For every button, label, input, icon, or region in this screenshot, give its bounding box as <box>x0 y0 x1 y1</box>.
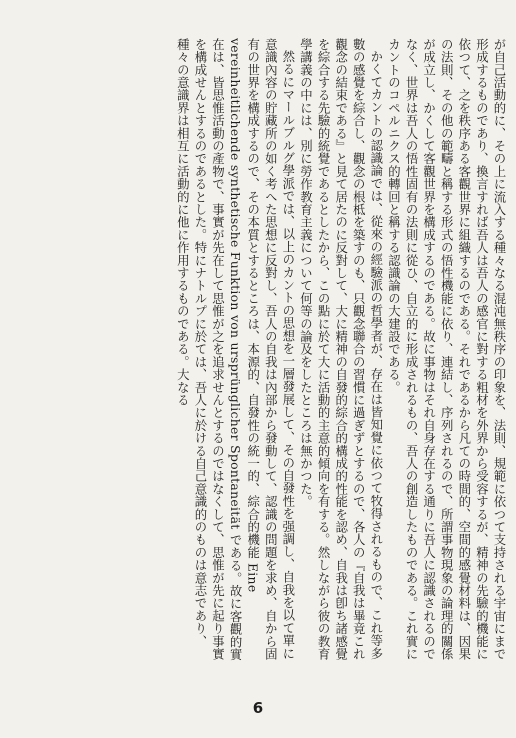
page-number: 6 <box>252 699 264 717</box>
paragraph-3: 然るにマールブルグ學派では、以上のカントの思想を一層發展して、その自發性を强調し、自我を以て單に意識內容の貯藏所の如く考へた思想に反對し、吾人の自我は內部から發動して、認識の問題を求め、自から固有の世界を構成するので、その本質とするところは、本源的、自發性の統一的、綜合的機能 Eine vereinheitlichende synthetische Funktion von ursprünglicher Spontaneität である。故に客觀的實在は、皆思惟活動の產物で、事實が先在して思惟が之を追求せんとするのではなくして、思惟が先に起り事實を構成せんとするのであるとした。特にナトルプに於ては、吾人に於ける自己意識的のものは意志であり、種々の意識界は相互に活動的に他に作用するものである。大なる <box>175 38 296 661</box>
paragraph-2: かくてカントの認識論では、從來の經驗派の哲學者が、存在は皆知覺に依つて牧得されるもので、これ等多數の感覺を綜合し、觀念の根柢を築すのも、只觀念聯合の習慣に過ぎずとするので、各人の『自我は畢竟これ觀念の結束である』と見て居たのに反對して、大に精神の自發的綜合的構成的性能を認め、自我は卽ち諸感覺を綜合する先驗的統覺であるとしたから、この點に於て大に活動的主意的傾向を有する。然しながら彼の教育學講義の中には、別に勞作教育主義について何等の論及をしたところは無かつた。 <box>298 38 384 661</box>
body-text <box>45 38 508 672</box>
paragraph-1: が自己活動的に、その上に流入する種々なる混沌無秩序の印象を、法則、規範に依つて支持される宇宙にまで形成するものであり、換言すれば吾人は吾人の感官に對する粗材を外界から受容するが、精神の先驗的機能に依つて、之を秩序ある客觀世界に組織するのである。それであるから凡ての時間的、空間的感覺材料は、因果の法則、その他の範疇と稱する形式の悟性機能に依り、連結し、序列されるので、所謂事物現象の論理的關係が成立し、かくして客觀世界を構成するのである。故に事物はそれ自身存在する通りに吾人に認識されるのでなく、世界は吾人の悟性固有の法則に從ひ、自立的に形成されるもの、吾人の創造したものである。これ實にカントのコペルニクス的轉回と稱する認識論の大建設である。 <box>386 38 507 661</box>
